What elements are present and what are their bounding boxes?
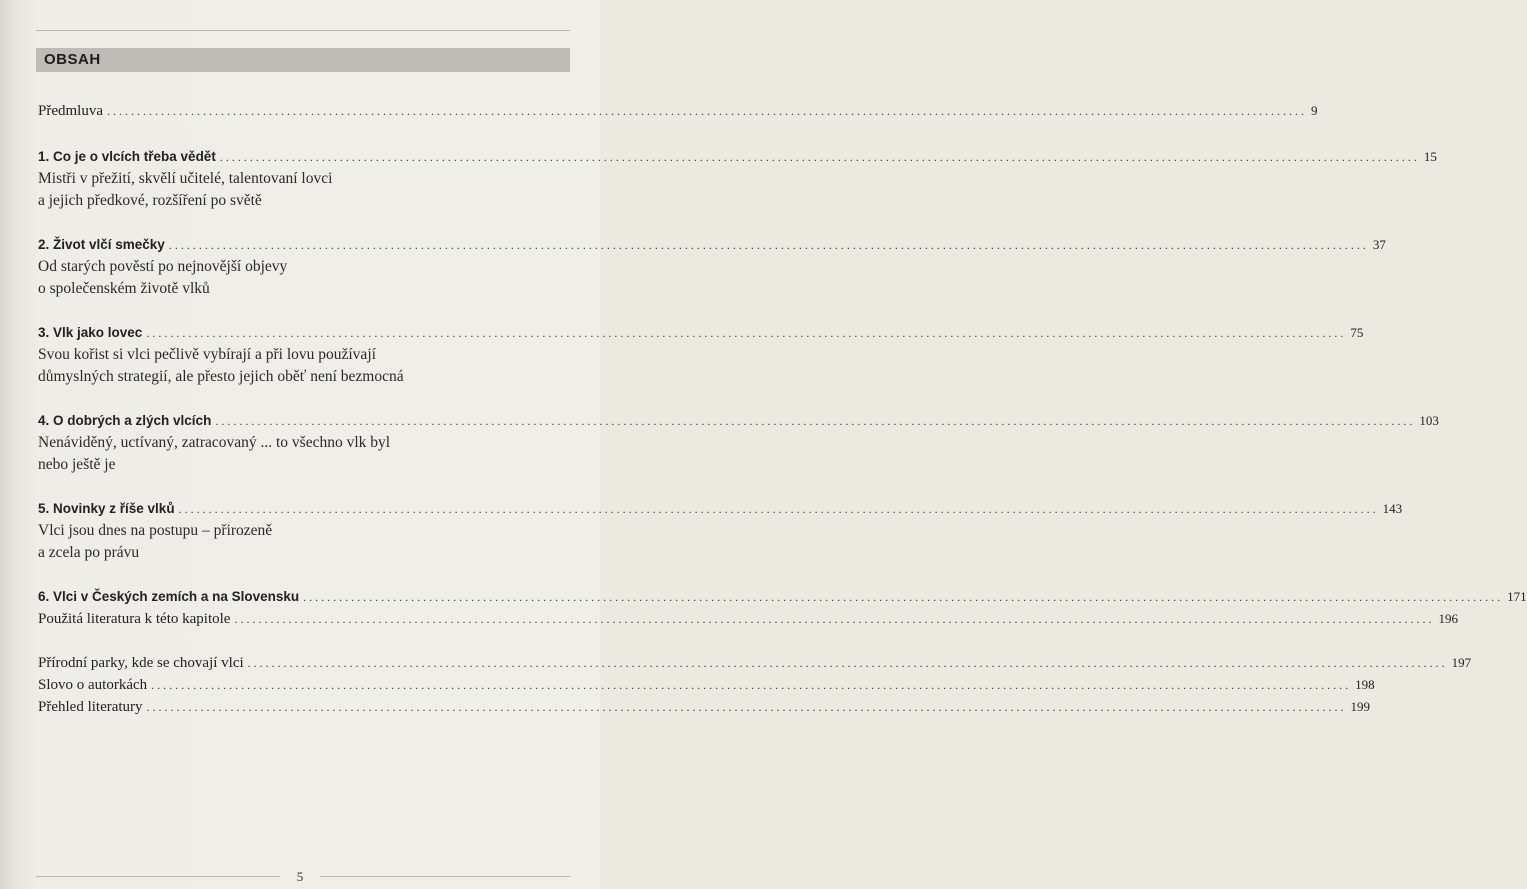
toc-entry-chapter-3[interactable]	[38, 322, 1364, 344]
table-of-contents	[38, 100, 1527, 718]
chapter-page: 37	[1372, 237, 1386, 252]
toc-entry-chapter-6[interactable]	[38, 586, 1527, 608]
toc-entry-parks[interactable]	[38, 652, 1472, 674]
chapter-page: 171	[1507, 589, 1527, 604]
chapter-description-line: Mistři v přežití, skvělí učitelé, talentovaní lovci	[38, 170, 333, 187]
footer-rule-right	[320, 876, 570, 877]
toc-entry-chapter-4[interactable]	[38, 410, 1439, 432]
contents-header	[36, 48, 570, 72]
dot-leader: ........................................................................................................................................................................................................	[168, 238, 1369, 252]
chapter-page: 103	[1419, 413, 1439, 428]
toc-entry-chapter-1[interactable]	[38, 146, 1437, 168]
chapter-description-line: a jejich předkové, rozšíření po světě	[38, 192, 262, 209]
page-number: 5	[296, 869, 304, 884]
toc-chapter-5	[38, 498, 1403, 564]
dot-leader: ........................................................................................................................................................................................................	[303, 590, 1504, 604]
dot-leader: ........................................................................................................................................................................................................	[178, 502, 1379, 516]
chapter-description-line: důmyslných strategií, ale přesto jejich oběť není bezmocná	[38, 368, 404, 385]
toc-entry-page: 198	[1355, 677, 1375, 692]
toc-entry-page: 196	[1438, 611, 1458, 626]
toc-entry-page: 9	[1311, 103, 1318, 118]
toc-chapter-6	[38, 586, 1527, 630]
dot-leader: ........................................................................................................................................................................................................	[219, 150, 1420, 164]
chapter-title: 2. Život vlčí smečky	[38, 237, 165, 252]
toc-entry-page: 197	[1451, 655, 1472, 670]
chapter-description-line: Svou kořist si vlci pečlivě vybírají a při lovu používají	[38, 346, 376, 363]
top-rule	[36, 30, 570, 31]
toc-entry-title: Použitá literatura k této kapitole	[38, 611, 231, 627]
dot-leader: ........................................................................................................................................................................................................	[215, 414, 1416, 428]
toc-entry-title: Slovo o autorkách	[38, 677, 148, 693]
chapter-page: 15	[1423, 149, 1437, 164]
chapter-description-line: Nenáviděný, uctívaný, zatracovaný ... to všechno vlk byl	[38, 434, 391, 451]
toc-appendix	[38, 652, 1472, 718]
chapter-description-line: Vlci jsou dnes na postupu – přirozeně	[38, 522, 273, 539]
chapter-page: 143	[1382, 501, 1403, 516]
dot-leader: ........................................................................................................................................................................................................	[146, 700, 1347, 714]
toc-chapter-2	[38, 234, 1386, 300]
chapter-description-line: Od starých pověstí po nejnovější objevy	[38, 258, 288, 275]
chapter-title: 3. Vlk jako lovec	[38, 325, 143, 340]
toc-entry-chapter-6-literature[interactable]	[38, 608, 1458, 630]
contents-heading: OBSAH	[44, 51, 101, 68]
toc-entry-authors[interactable]	[38, 674, 1375, 696]
chapter-description-line: nebo ještě je	[38, 456, 116, 473]
dot-leader: ........................................................................................................................................................................................................	[107, 104, 1307, 118]
chapter-title: 4. O dobrých a zlých vlcích	[38, 413, 212, 428]
toc-chapter-4	[38, 410, 1439, 476]
toc-entry-literature[interactable]	[38, 696, 1371, 718]
toc-entry-title: Předmluva	[38, 103, 103, 119]
dot-leader: ........................................................................................................................................................................................................	[151, 678, 1352, 692]
chapter-title: 5. Novinky z říše vlků	[38, 501, 175, 516]
dot-leader: ........................................................................................................................................................................................................	[146, 326, 1347, 340]
toc-entry-title: Přírodní parky, kde se chovají vlci	[38, 655, 244, 671]
chapter-description-line: o společenském životě vlků	[38, 280, 210, 297]
toc-entry-title: Přehled literatury	[38, 699, 143, 715]
chapter-title: 6. Vlci v Českých zemích a na Slovensku	[38, 589, 300, 604]
chapter-description-line: a zcela po právu	[38, 544, 140, 561]
toc-entry-chapter-5[interactable]	[38, 498, 1403, 520]
toc-entry-preface[interactable]	[38, 100, 1318, 122]
chapter-title: 1. Co je o vlcích třeba vědět	[38, 149, 216, 164]
chapter-page: 75	[1350, 325, 1364, 340]
toc-chapter-3	[38, 322, 1364, 388]
toc-entry-chapter-2[interactable]	[38, 234, 1386, 256]
dot-leader: ........................................................................................................................................................................................................	[247, 656, 1448, 670]
dot-leader: ........................................................................................................................................................................................................	[234, 612, 1435, 626]
toc-entry-page: 199	[1350, 699, 1371, 714]
toc-chapter-1	[38, 146, 1437, 212]
